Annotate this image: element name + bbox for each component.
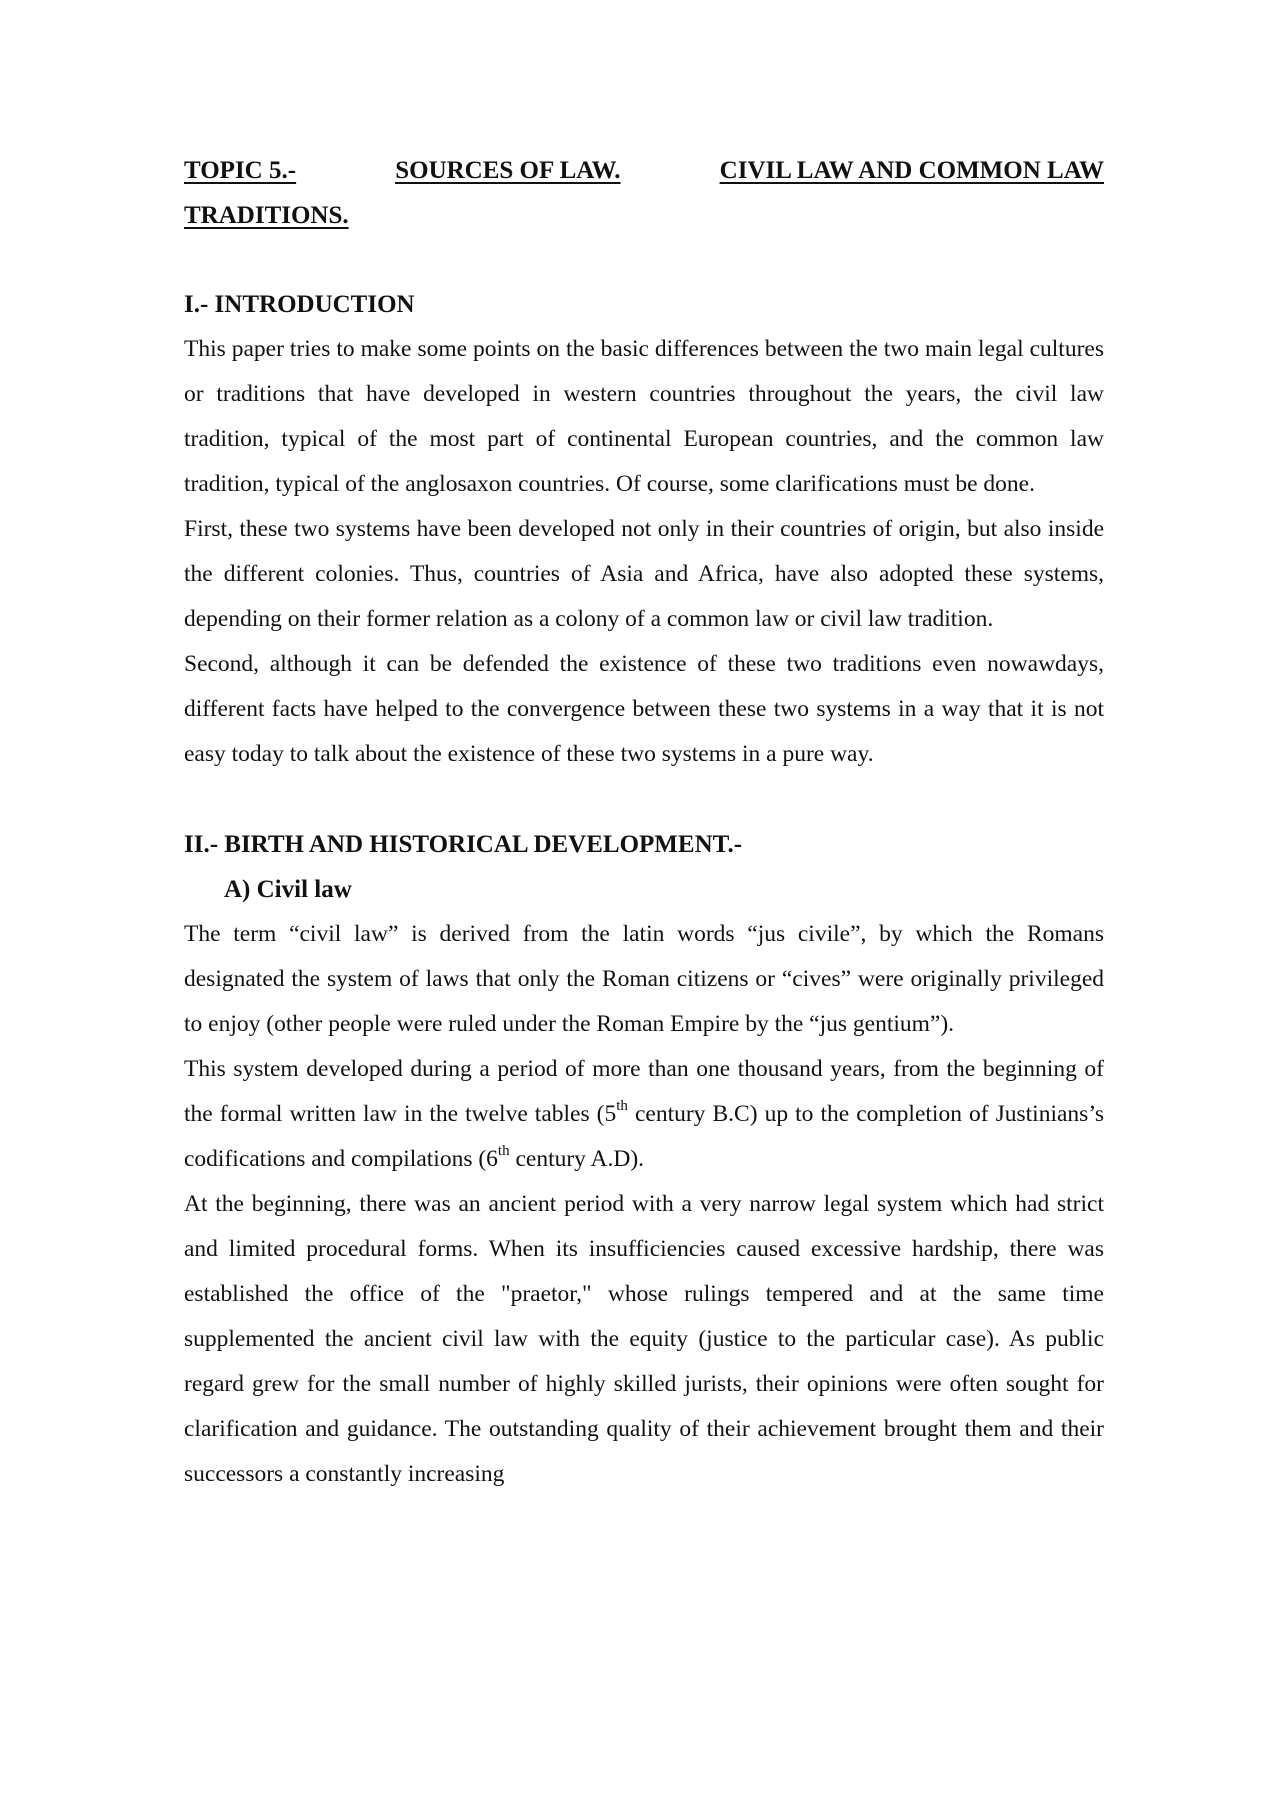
- civil-law-paragraph-3: At the beginning, there was an ancient period with a very narrow legal system which had strict and limited procedural forms. When its insufficiencies caused excessive hardship, there was established the office of the "praetor," whose rulings tempered and at the same time supplemented the ancient civil law with the equity (justice to the particular case). As public regard grew for the small number of highly skilled jurists, their opinions were often sought for clarification and guidance. The outstanding quality of their achievement brought them and their successors a constantly increasing: [184, 1191, 1104, 1487]
- civil-law-paragraph-2: [184, 1047, 1104, 1182]
- title-line-2: TRADITIONS.: [184, 202, 349, 229]
- superscript: th: [616, 1098, 628, 1115]
- intro-paragraph-1: This paper tries to make some points on the basic differences between the two main legal cultures or traditions that have developed in western countries throughout the years, the civil law tradition, typical of the most part of continental European countries, and the common law tradition, typical of the anglosaxon countries. Of course, some clarifications must be done.: [184, 336, 1104, 497]
- subsection-heading-civil-law: A) Civil law: [224, 876, 352, 903]
- civil-law-paragraph-1: The term “civil law” is derived from the latin words “jus civile”, by which the Romans designated the system of laws that only the Roman citizens or “cives” were originally privileged to enjoy (other people were ruled under the Roman Empire by the “jus gentium”).: [184, 921, 1104, 1037]
- title-civil-common-law: CIVIL LAW AND COMMON LAW: [719, 157, 1104, 184]
- intro-paragraph-2: First, these two systems have been developed not only in their countries of origin, but also inside the different colonies. Thus, countries of Asia and Africa, have also adopted these systems, depending on their former relation as a colony of a common law or civil law tradition.: [184, 516, 1104, 632]
- superscript: th: [497, 1143, 510, 1160]
- paragraph-text: century B.C) up to the completion of Justinians’s codifications and compilations (6: [184, 1101, 1104, 1172]
- paragraph-text: This system developed during a period of more than one thousand years, from the beginning of the formal written law in the twelve tables (5: [184, 1056, 1104, 1127]
- spacer: [184, 238, 1104, 282]
- paragraph-text: century A.D).: [509, 1146, 645, 1172]
- intro-paragraph-3: Second, although it can be defended the existence of these two traditions even nowawdays, different facts have helped to the convergence between these two systems in a way that it is not easy today to talk about the existence of these two systems in a pure way.: [184, 651, 1104, 767]
- section-heading-birth-development: II.- BIRTH AND HISTORICAL DEVELOPMENT.-: [184, 831, 743, 858]
- document-title: [184, 148, 1104, 238]
- title-topic-number: TOPIC 5.-: [184, 157, 297, 184]
- section-heading-introduction: I.- INTRODUCTION: [184, 291, 415, 318]
- title-line-1: [184, 148, 1104, 193]
- spacer: [184, 777, 1104, 822]
- title-sources-of-law: SOURCES OF LAW.: [395, 157, 621, 184]
